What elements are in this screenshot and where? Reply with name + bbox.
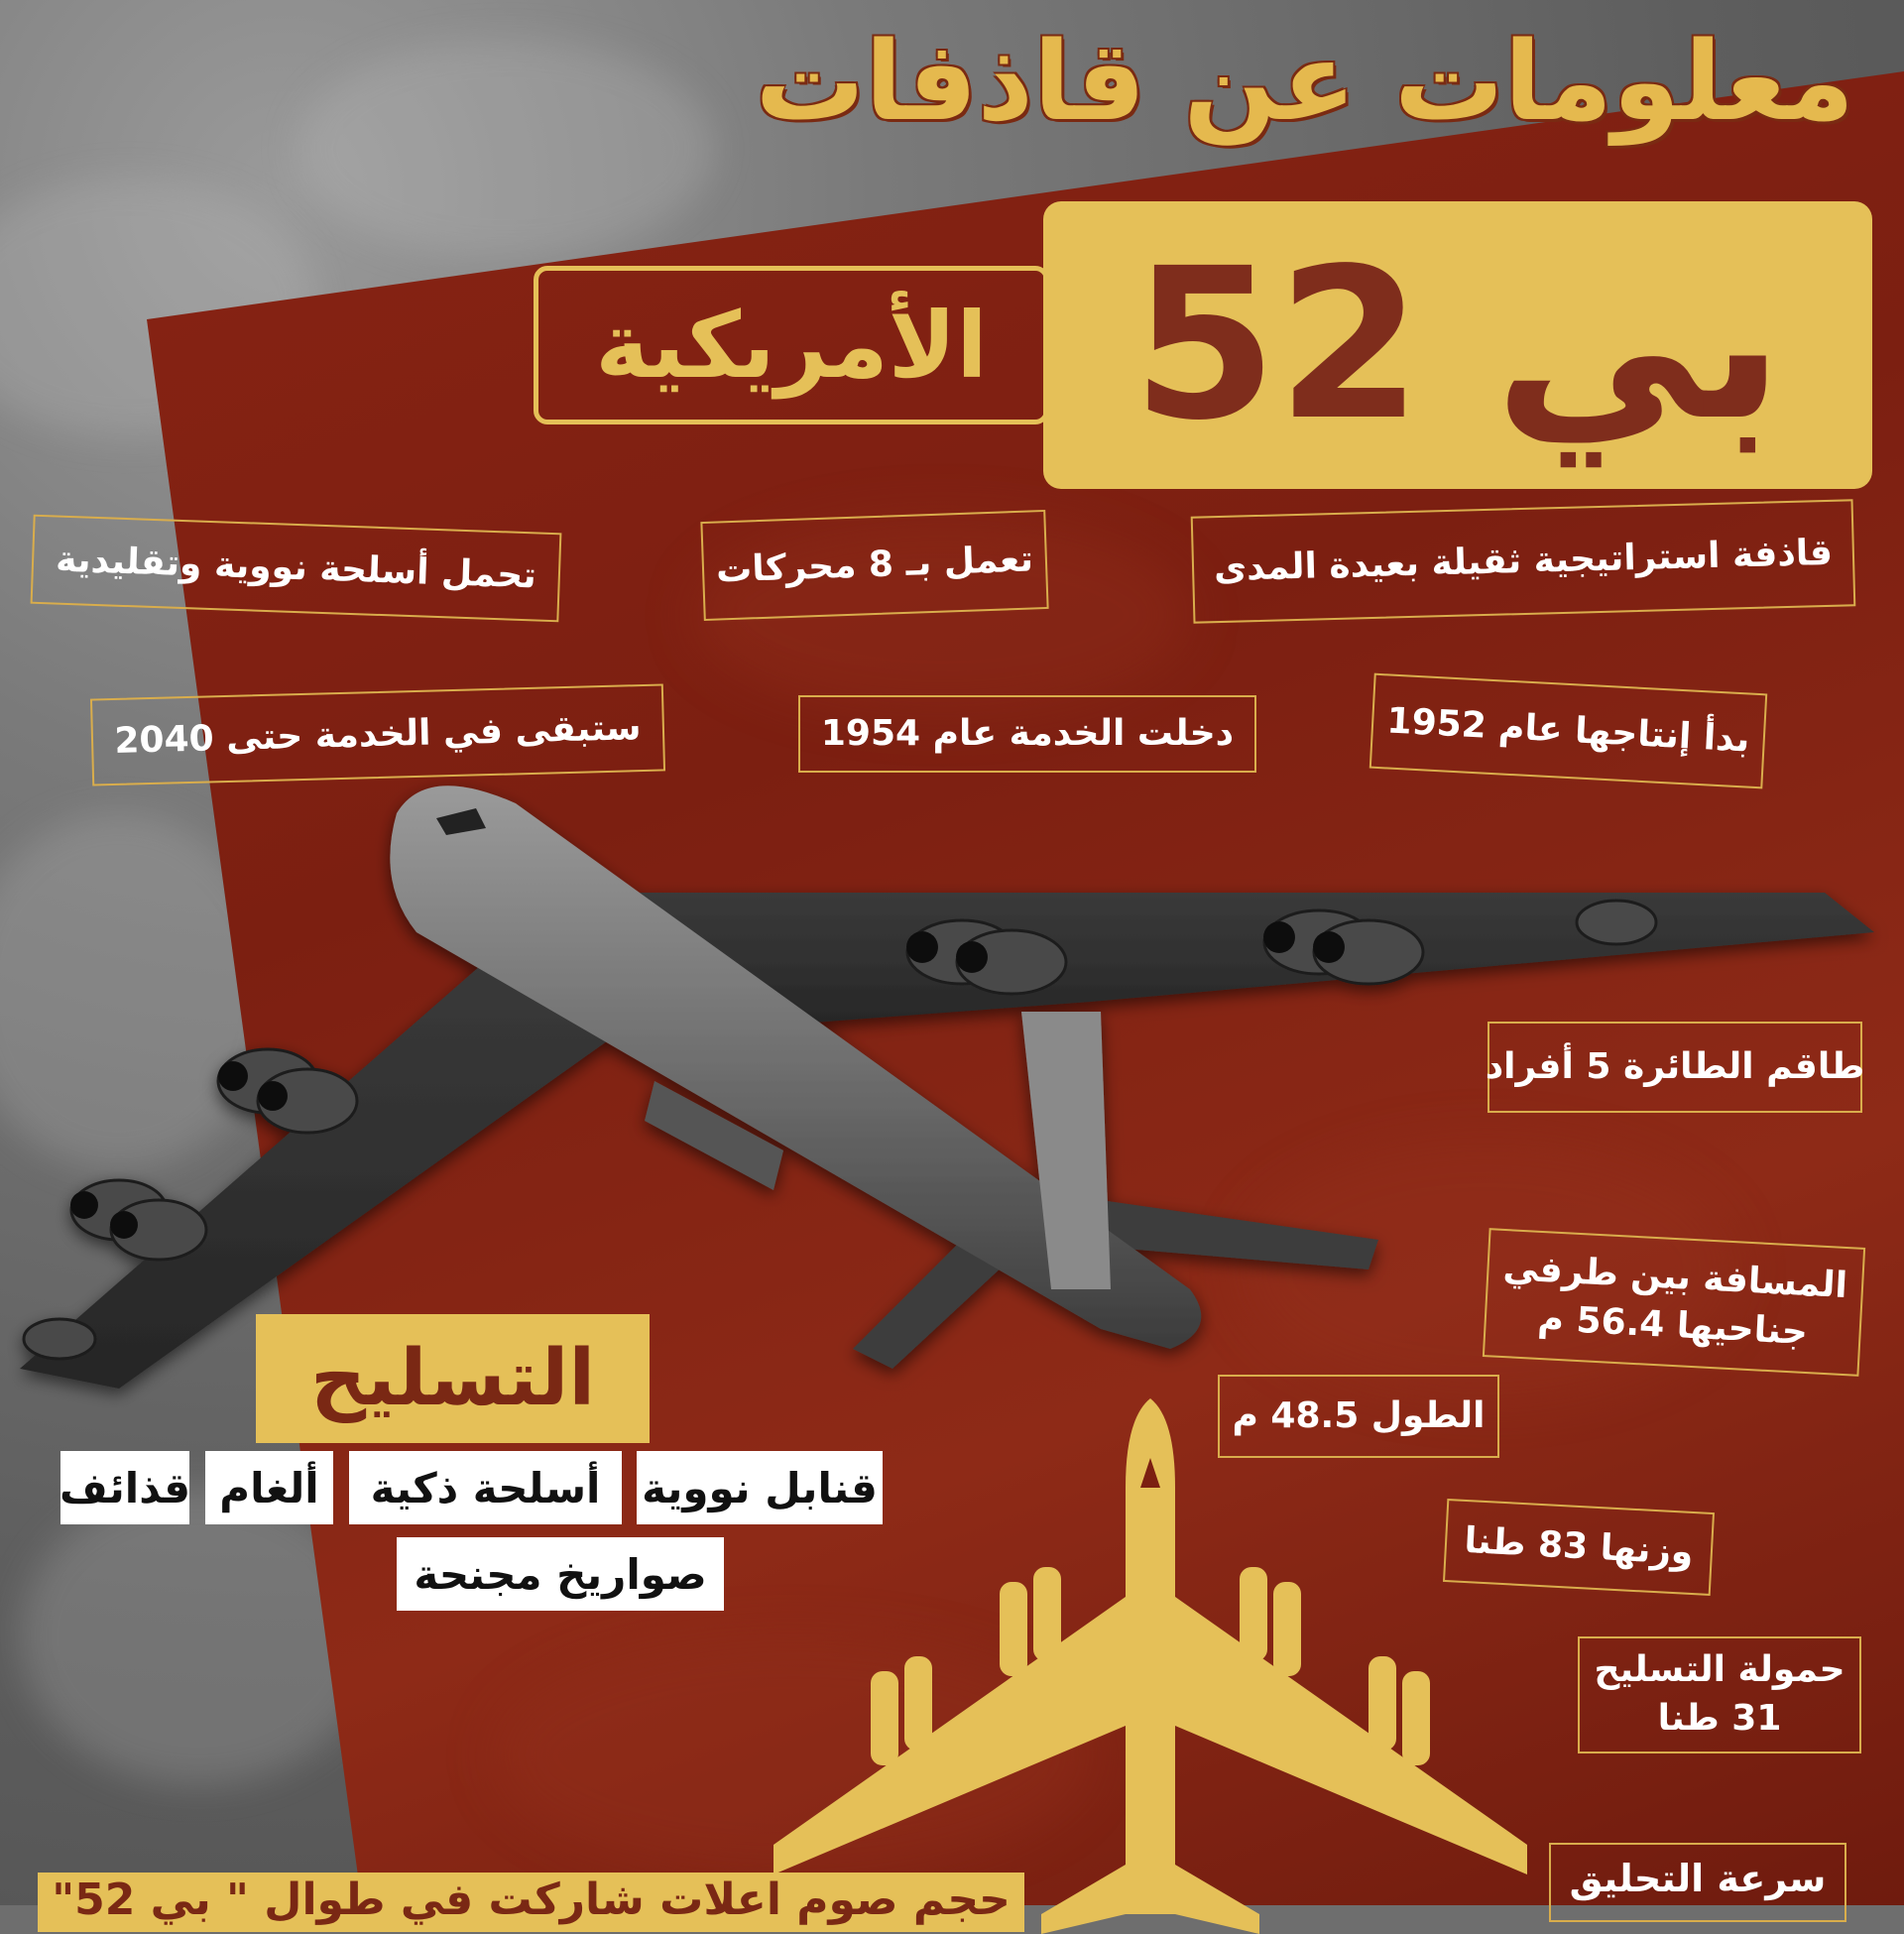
- fact-service: دخلت الخدمة عام 1954: [798, 695, 1256, 773]
- fact-payload-line2: 31 طنا: [1657, 1698, 1782, 1739]
- fact-until: ستبقى في الخدمة حتى 2040: [90, 683, 665, 786]
- fact-payload-line1: حمولة التسليح: [1594, 1649, 1845, 1691]
- armament-tag: أسلحة ذكية: [349, 1451, 622, 1524]
- fact-wingspan-line2: جناحيها 56.4 م: [1536, 1297, 1809, 1354]
- fact-weapons: تحمل أسلحة نووية وتقليدية: [31, 515, 562, 623]
- fact-wingspan-line1: المسافة بين طرفي: [1501, 1248, 1848, 1307]
- aircraft-name: بي 52: [1043, 201, 1872, 489]
- cloud: [298, 40, 714, 258]
- aircraft-origin: الأمريكية: [534, 266, 1049, 424]
- fact-speed: سرعة التحليق: [1549, 1843, 1846, 1922]
- fact-type: قاذفة استراتيجية ثقيلة بعيدة المدى: [1191, 499, 1856, 623]
- armament-tag: صواريخ مجنحة: [397, 1537, 724, 1611]
- fact-length: الطول 48.5 م: [1218, 1375, 1499, 1458]
- armament-tag: قذائف: [60, 1451, 189, 1524]
- page-title: معلومات عن قاذفات: [755, 18, 1854, 145]
- fact-crew: طاقم الطائرة 5 أفراد: [1488, 1022, 1862, 1113]
- fact-weight: وزنها 83 طنا: [1443, 1499, 1715, 1596]
- fact-wingspan: [1483, 1228, 1865, 1377]
- fact-payload: [1578, 1636, 1861, 1753]
- fact-engines: تعمل بـ 8 محركات: [700, 510, 1048, 621]
- footer-strip: حجم صوم اعلات شاركت في طوال " بي 52": [38, 1873, 1024, 1932]
- fact-production: بدأ إنتاجها عام 1952: [1369, 673, 1767, 789]
- armament-tag: قنابل نووية: [637, 1451, 883, 1524]
- armament-tag: ألغام: [205, 1451, 333, 1524]
- armament-title: التسليح: [256, 1314, 650, 1443]
